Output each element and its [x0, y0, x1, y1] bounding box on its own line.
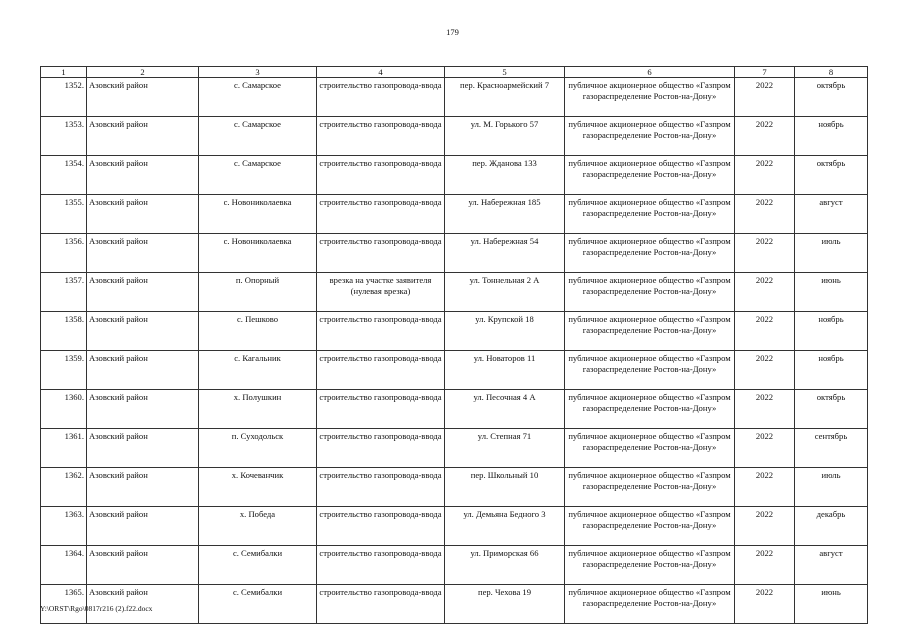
work-type-cell: строительство газопровода-ввода	[317, 507, 445, 546]
settlement-cell: х. Победа	[199, 507, 317, 546]
row-number-cell: 1356.	[41, 234, 87, 273]
address-cell: ул. Набережная 54	[445, 234, 565, 273]
address-cell: ул. Демьяна Бедного 3	[445, 507, 565, 546]
footer-file-path: Y:\ORST\Rgo\0817r216 (2).f22.docx	[40, 604, 153, 613]
table-row	[41, 156, 868, 195]
column-number: 3	[199, 67, 317, 78]
year-cell: 2022	[735, 468, 795, 507]
month-cell: ноябрь	[795, 117, 868, 156]
settlement-cell: с. Самарское	[199, 117, 317, 156]
column-number: 7	[735, 67, 795, 78]
district-cell: Азовский район	[87, 156, 199, 195]
settlement-cell: с. Кагальник	[199, 351, 317, 390]
work-type-cell: строительство газопровода-ввода	[317, 195, 445, 234]
work-type-cell: врезка на участке заявителя (нулевая врезка)	[317, 273, 445, 312]
district-cell: Азовский район	[87, 195, 199, 234]
row-number-cell: 1363.	[41, 507, 87, 546]
table-row	[41, 429, 868, 468]
work-type-cell: строительство газопровода-ввода	[317, 78, 445, 117]
settlement-cell: с. Новониколаевка	[199, 195, 317, 234]
work-type-cell: строительство газопровода-ввода	[317, 351, 445, 390]
organization-cell: публичное акционерное общество «Газпром газораспределение Ростов-на-Дону»	[565, 351, 735, 390]
district-cell: Азовский район	[87, 312, 199, 351]
year-cell: 2022	[735, 507, 795, 546]
organization-cell: публичное акционерное общество «Газпром газораспределение Ростов-на-Дону»	[565, 585, 735, 624]
district-cell: Азовский район	[87, 468, 199, 507]
row-number-cell: 1360.	[41, 390, 87, 429]
row-number-cell: 1364.	[41, 546, 87, 585]
year-cell: 2022	[735, 117, 795, 156]
column-number: 4	[317, 67, 445, 78]
month-cell: ноябрь	[795, 312, 868, 351]
row-number-cell: 1358.	[41, 312, 87, 351]
year-cell: 2022	[735, 195, 795, 234]
table-row	[41, 273, 868, 312]
month-cell: октябрь	[795, 390, 868, 429]
address-cell: ул. Песочная 4 А	[445, 390, 565, 429]
organization-cell: публичное акционерное общество «Газпром газораспределение Ростов-на-Дону»	[565, 117, 735, 156]
table-row	[41, 351, 868, 390]
month-cell: август	[795, 546, 868, 585]
year-cell: 2022	[735, 234, 795, 273]
settlement-cell: с. Семибалки	[199, 585, 317, 624]
settlement-cell: с. Самарское	[199, 156, 317, 195]
district-cell: Азовский район	[87, 507, 199, 546]
district-cell: Азовский район	[87, 273, 199, 312]
table-row	[41, 234, 868, 273]
page-number: 179	[446, 27, 459, 37]
year-cell: 2022	[735, 546, 795, 585]
year-cell: 2022	[735, 585, 795, 624]
settlement-cell: с. Новониколаевка	[199, 234, 317, 273]
row-number-cell: 1361.	[41, 429, 87, 468]
table-row	[41, 117, 868, 156]
settlement-cell: с. Семибалки	[199, 546, 317, 585]
work-type-cell: строительство газопровода-ввода	[317, 156, 445, 195]
work-type-cell: строительство газопровода-ввода	[317, 546, 445, 585]
address-cell: ул. Приморская 66	[445, 546, 565, 585]
district-cell: Азовский район	[87, 585, 199, 624]
address-cell: пер. Чехова 19	[445, 585, 565, 624]
address-cell: ул. Тоннельная 2 А	[445, 273, 565, 312]
organization-cell: публичное акционерное общество «Газпром газораспределение Ростов-на-Дону»	[565, 234, 735, 273]
month-cell: август	[795, 195, 868, 234]
address-cell: пер. Жданова 133	[445, 156, 565, 195]
column-number: 1	[41, 67, 87, 78]
column-number: 5	[445, 67, 565, 78]
column-number: 2	[87, 67, 199, 78]
column-number-row	[41, 67, 868, 78]
organization-cell: публичное акционерное общество «Газпром газораспределение Ростов-на-Дону»	[565, 273, 735, 312]
settlement-cell: х. Кочеванчик	[199, 468, 317, 507]
year-cell: 2022	[735, 273, 795, 312]
column-number: 8	[795, 67, 868, 78]
organization-cell: публичное акционерное общество «Газпром газораспределение Ростов-на-Дону»	[565, 312, 735, 351]
table-row	[41, 78, 868, 117]
row-number-cell: 1365.	[41, 585, 87, 624]
work-type-cell: строительство газопровода-ввода	[317, 117, 445, 156]
work-type-cell: строительство газопровода-ввода	[317, 429, 445, 468]
organization-cell: публичное акционерное общество «Газпром газораспределение Ростов-на-Дону»	[565, 507, 735, 546]
month-cell: июнь	[795, 273, 868, 312]
column-number: 6	[565, 67, 735, 78]
organization-cell: публичное акционерное общество «Газпром газораспределение Ростов-на-Дону»	[565, 195, 735, 234]
settlement-cell: п. Опорный	[199, 273, 317, 312]
month-cell: ноябрь	[795, 351, 868, 390]
year-cell: 2022	[735, 78, 795, 117]
table-row	[41, 195, 868, 234]
table-row	[41, 507, 868, 546]
address-cell: ул. Крупской 18	[445, 312, 565, 351]
work-type-cell: строительство газопровода-ввода	[317, 585, 445, 624]
month-cell: июль	[795, 234, 868, 273]
month-cell: октябрь	[795, 78, 868, 117]
year-cell: 2022	[735, 390, 795, 429]
row-number-cell: 1353.	[41, 117, 87, 156]
row-number-cell: 1357.	[41, 273, 87, 312]
year-cell: 2022	[735, 156, 795, 195]
year-cell: 2022	[735, 351, 795, 390]
address-cell: ул. Набережная 185	[445, 195, 565, 234]
table-row	[41, 468, 868, 507]
month-cell: декабрь	[795, 507, 868, 546]
year-cell: 2022	[735, 312, 795, 351]
row-number-cell: 1354.	[41, 156, 87, 195]
work-type-cell: строительство газопровода-ввода	[317, 390, 445, 429]
district-cell: Азовский район	[87, 390, 199, 429]
work-type-cell: строительство газопровода-ввода	[317, 468, 445, 507]
address-cell: ул. Степная 71	[445, 429, 565, 468]
address-cell: ул. Новаторов 11	[445, 351, 565, 390]
district-cell: Азовский район	[87, 429, 199, 468]
month-cell: июль	[795, 468, 868, 507]
organization-cell: публичное акционерное общество «Газпром газораспределение Ростов-на-Дону»	[565, 390, 735, 429]
table-row	[41, 390, 868, 429]
address-cell: ул. М. Горького 57	[445, 117, 565, 156]
district-cell: Азовский район	[87, 78, 199, 117]
settlement-cell: с. Пешково	[199, 312, 317, 351]
organization-cell: публичное акционерное общество «Газпром газораспределение Ростов-на-Дону»	[565, 429, 735, 468]
settlement-cell: п. Суходольск	[199, 429, 317, 468]
table-row	[41, 585, 868, 624]
month-cell: июнь	[795, 585, 868, 624]
settlement-cell: х. Полушкин	[199, 390, 317, 429]
district-cell: Азовский район	[87, 351, 199, 390]
organization-cell: публичное акционерное общество «Газпром газораспределение Ростов-на-Дону»	[565, 156, 735, 195]
district-cell: Азовский район	[87, 234, 199, 273]
work-type-cell: строительство газопровода-ввода	[317, 234, 445, 273]
row-number-cell: 1362.	[41, 468, 87, 507]
district-cell: Азовский район	[87, 117, 199, 156]
district-cell: Азовский район	[87, 546, 199, 585]
table-row	[41, 312, 868, 351]
month-cell: сентябрь	[795, 429, 868, 468]
month-cell: октябрь	[795, 156, 868, 195]
table-row	[41, 546, 868, 585]
settlement-cell: с. Самарское	[199, 78, 317, 117]
address-cell: пер. Красноармейский 7	[445, 78, 565, 117]
row-number-cell: 1352.	[41, 78, 87, 117]
organization-cell: публичное акционерное общество «Газпром газораспределение Ростов-на-Дону»	[565, 546, 735, 585]
row-number-cell: 1355.	[41, 195, 87, 234]
year-cell: 2022	[735, 429, 795, 468]
gas-connection-table	[40, 66, 868, 624]
row-number-cell: 1359.	[41, 351, 87, 390]
work-type-cell: строительство газопровода-ввода	[317, 312, 445, 351]
organization-cell: публичное акционерное общество «Газпром газораспределение Ростов-на-Дону»	[565, 468, 735, 507]
address-cell: пер. Школьный 10	[445, 468, 565, 507]
organization-cell: публичное акционерное общество «Газпром газораспределение Ростов-на-Дону»	[565, 78, 735, 117]
